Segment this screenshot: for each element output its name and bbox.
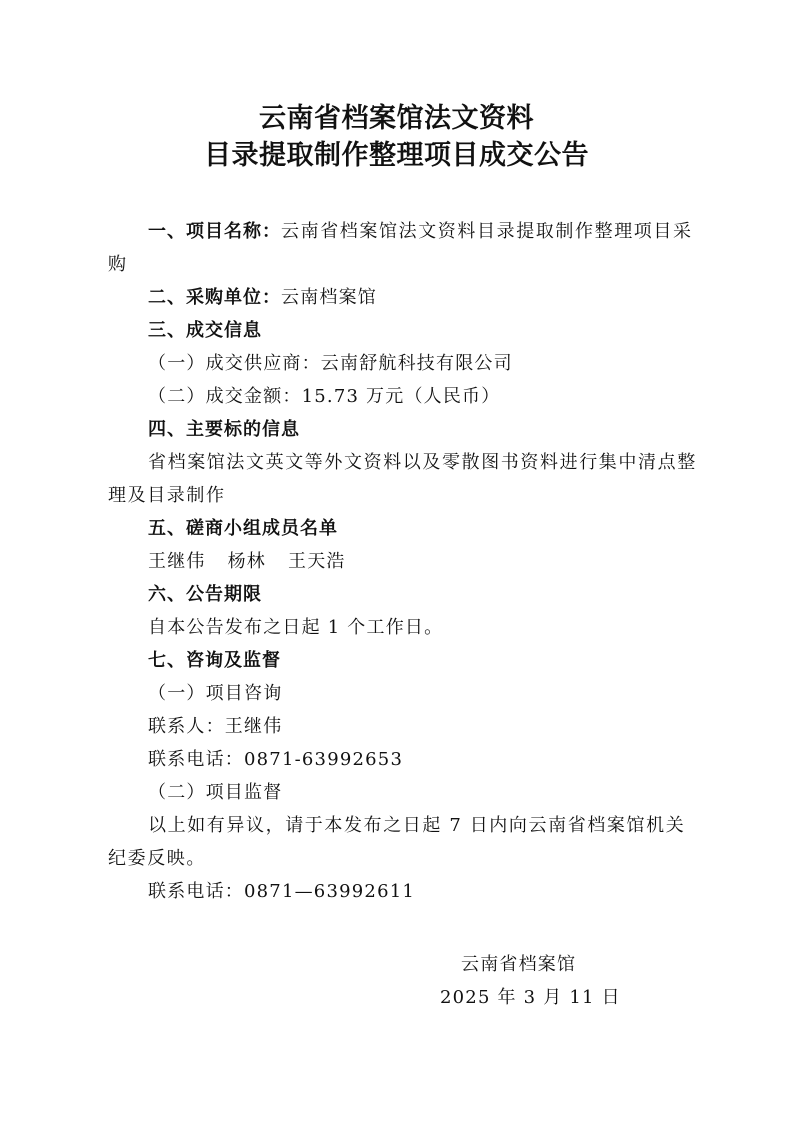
consult-supervise-heading: 七、咨询及监督 — [148, 650, 281, 671]
contact-phone-1: 联系电话：0871-63992653 — [148, 749, 404, 770]
section-project-name — [108, 215, 698, 281]
project-name-value: 云南省档案馆法文资料目录提取制作整理项目采购 — [108, 221, 693, 275]
project-consult-heading: （一）项目咨询 — [148, 683, 283, 704]
supervise-text: 以上如有异议，请于本发布之日起 7 日内向云南省档案馆机关纪委反映。 — [108, 815, 686, 869]
panel-member: 王天浩 — [288, 551, 346, 572]
title-line-1: 云南省档案馆法文资料 — [259, 103, 534, 134]
deal-supplier: （一）成交供应商：云南舒航科技有限公司 — [148, 353, 513, 374]
notice-period-text: 自本公告发布之日起 1 个工作日。 — [148, 617, 444, 638]
contact-phone-2: 联系电话：0871—63992611 — [148, 881, 416, 902]
main-subject-text: 省档案馆法文英文等外文资料以及零散图书资料进行集中清点整理及目录制作 — [108, 452, 697, 506]
title-line-2: 目录提取制作整理项目成交公告 — [204, 140, 589, 171]
signature-date: 2025 年 3 月 11 日 — [440, 987, 621, 1008]
panel-members-heading: 五、磋商小组成员名单 — [148, 518, 338, 539]
panel-member: 杨林 — [227, 551, 267, 572]
notice-period-heading: 六、公告期限 — [148, 584, 262, 605]
project-supervise-heading: （二）项目监督 — [148, 782, 283, 803]
signature-org: 云南省档案馆 — [461, 954, 577, 975]
main-subject-heading: 四、主要标的信息 — [148, 419, 300, 440]
purchaser-heading: 二、采购单位： — [148, 287, 281, 308]
panel-member: 王继伟 — [148, 551, 206, 572]
deal-amount: （二）成交金额：15.73 万元（人民币） — [148, 386, 501, 407]
panel-members-list — [108, 545, 698, 578]
section-purchaser — [108, 281, 698, 314]
purchaser-value: 云南档案馆 — [281, 287, 377, 308]
contact-person: 联系人：王继伟 — [148, 716, 283, 737]
project-name-heading: 一、项目名称： — [148, 221, 281, 242]
deal-info-heading: 三、成交信息 — [148, 320, 262, 341]
